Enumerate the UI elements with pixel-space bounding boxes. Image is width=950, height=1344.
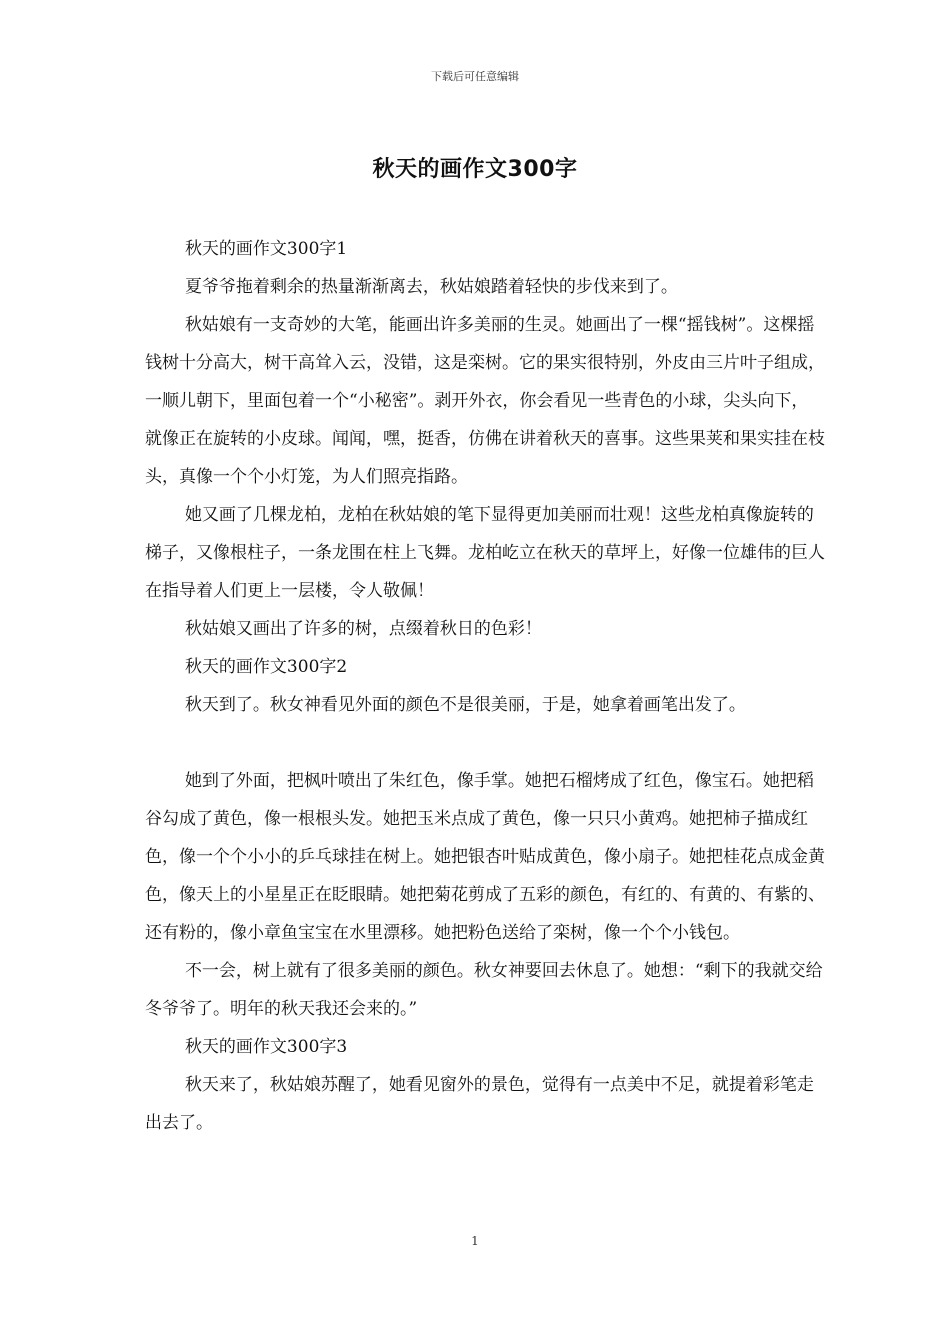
document-body [145,230,825,1142]
document-title: 秋天的画作文300字 [372,157,578,182]
paragraph: 她到了外面，把枫叶喷出了朱红色，像手掌。她把石榴烤成了红色，像宝石。她把稻谷勾成了黄色，像一根根头发。她把玉米点成了黄色，像一只只小黄鸡。她把柿子描成红色，像一个个小小的乒乓球挂在树上。她把银杏叶贴成黄色，像小扇子。她把桂花点成金黄色，像天上的小星星正在眨眼睛。她把菊花剪成了五彩的颜色，有红的、有黄的、有紫的、还有粉的，像小章鱼宝宝在水里漂移。她把粉色送给了栾树，像一个个小钱包。 [145,771,825,943]
section-heading-3: 秋天的画作文300字3 [184,1037,348,1057]
page-header: 下载后可任意编辑 [431,70,519,83]
section-heading-1: 秋天的画作文300字1 [184,239,348,259]
section-heading-2: 秋天的画作文300字2 [184,657,348,677]
page-number: 1 [471,1234,479,1248]
paragraph: 秋天到了。秋女神看见外面的颜色不是很美丽，于是，她拿着画笔出发了。 [184,695,746,715]
paragraph: 不一会，树上就有了很多美丽的颜色。秋女神要回去休息了。她想：“剩下的我就交给冬爷爷了。明年的秋天我还会来的。” [145,961,823,1019]
paragraph: 秋姑娘又画出了许多的树，点缀着秋日的色彩！ [184,619,542,639]
paragraph: 秋姑娘有一支奇妙的大笔，能画出许多美丽的生灵。她画出了一棵“摇钱树”。这棵摇钱树十分高大，树干高耸入云，没错，这是栾树。它的果实很特别，外皮由三片叶子组成，一顺儿朝下，里面包着一个“小秘密”。剥开外衣，你会看见一些青色的小球，尖头向下，就像正在旋转的小皮球。闻闻，嘿，挺香，仿佛在讲着秋天的喜事。这些果荚和果实挂在枝头，真像一个个小灯笼，为人们照亮指路。 [145,315,825,487]
paragraph: 她又画了几棵龙柏，龙柏在秋姑娘的笔下显得更加美丽而壮观！这些龙柏真像旋转的梯子，又像根柱子，一条龙围在柱上飞舞。龙柏屹立在秋天的草坪上，好像一位雄伟的巨人在指导着人们更上一层楼，令人敬佩！ [145,505,825,601]
paragraph: 夏爷爷拖着剩余的热量渐渐离去，秋姑娘踏着轻快的步伐来到了。 [184,277,678,297]
paragraph: 秋天来了，秋姑娘苏醒了，她看见窗外的景色，觉得有一点美中不足，就提着彩笔走出去了。 [145,1075,814,1133]
